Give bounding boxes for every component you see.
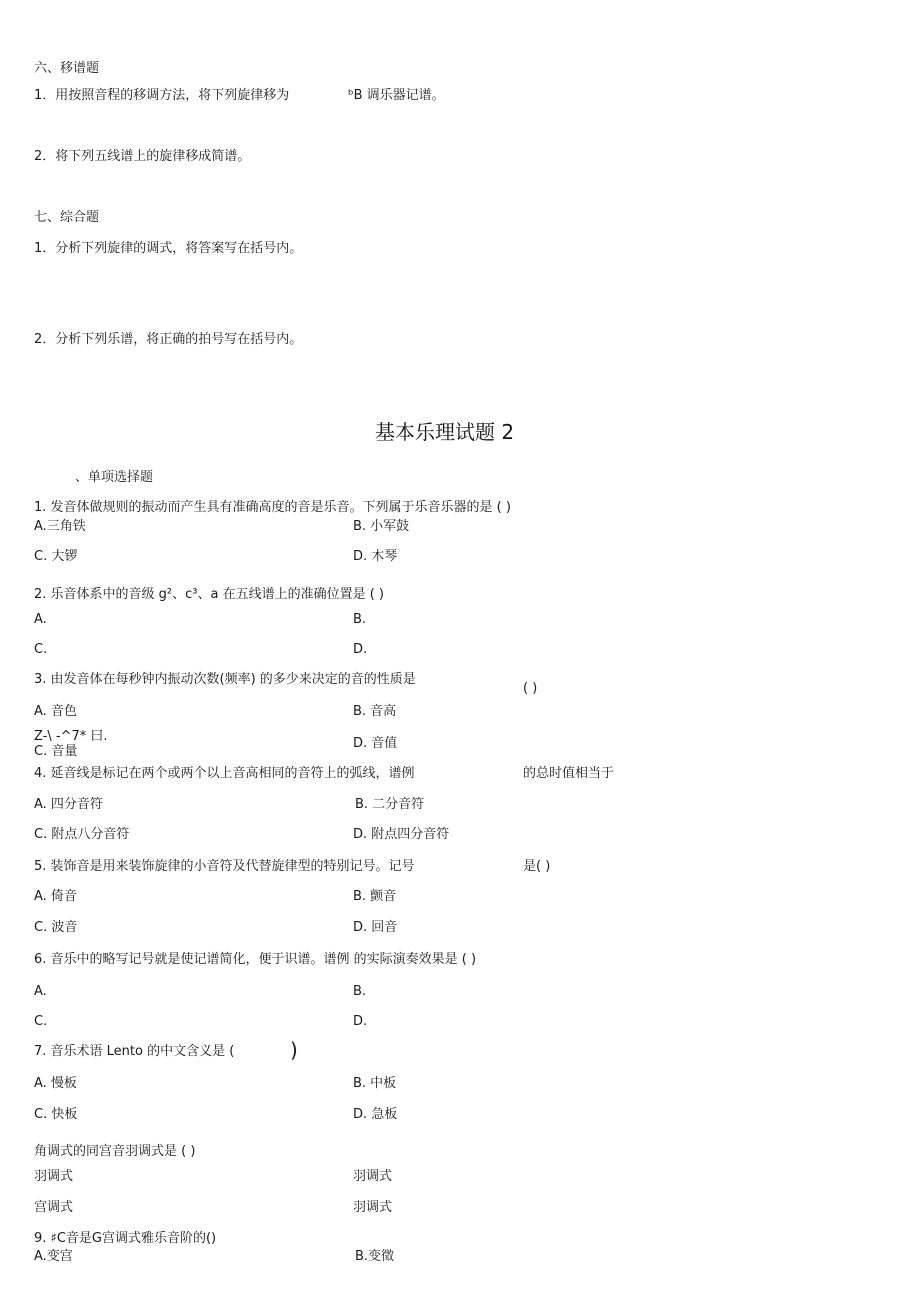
q8-option-d: 羽调式: [353, 1200, 393, 1215]
section-7-heading: 七、综合题: [34, 210, 100, 225]
q4-option-c: C. 附点八分音符: [34, 827, 130, 842]
q1-option-b: B. 小军鼓: [353, 519, 410, 534]
q4-tail: 的总时值相当于: [523, 766, 615, 781]
q7-option-d: D. 急板: [353, 1107, 398, 1122]
q2-stem: 2. 乐音体系中的音级 g²、c³、a 在五线谱上的准确位置是 ( ): [34, 587, 384, 602]
q9-option-b: B.变徵: [355, 1249, 395, 1264]
q7-stem: 7. 音乐术语 Lento 的中文含义是 (: [34, 1044, 235, 1059]
q1-option-d: D. 木琴: [353, 549, 398, 564]
q4-option-a: A. 四分音符: [34, 797, 103, 812]
q5-tail: 是( ): [523, 859, 551, 874]
section-7-q1: 1．分析下列旋律的调式，将答案写在括号内。: [34, 241, 303, 256]
q2-option-a: A.: [34, 612, 47, 627]
q7-option-c: C. 快板: [34, 1107, 78, 1122]
q4-option-b: B. 二分音符: [355, 797, 425, 812]
q7-option-b: B. 中板: [353, 1076, 397, 1091]
q8-stem: 角调式的同宫音羽调式是 ( ): [34, 1144, 196, 1159]
q2-option-c: C.: [34, 642, 48, 657]
q5-option-a: A. 倚音: [34, 889, 77, 904]
q4-stem: 4. 延音线是标记在两个或两个以上音高相同的音符上的弧线，谱例: [34, 766, 415, 781]
q8-option-a: 羽调式: [34, 1169, 74, 1184]
q6-option-a: A.: [34, 984, 47, 999]
part-1-heading: 、单项选择题: [75, 470, 154, 485]
q3-stem: 3. 由发音体在每秒钟内振动次数(频率) 的多少来决定的音的性质是: [34, 672, 416, 687]
q9-stem: 9. ♯C音是G宫调式雅乐音阶的(): [34, 1231, 217, 1246]
q3-option-b: B. 音高: [353, 704, 397, 719]
q6-stem: 6. 音乐中的略写记号就是使记谱简化，便于识谱。谱例 的实际演奏效果是 ( ): [34, 952, 477, 967]
section-6-q1-key: ᵇB 调乐器记谱。: [348, 88, 445, 103]
section-6-q2: 2．将下列五线谱上的旋律移成简谱。: [34, 149, 251, 164]
q4-option-d: D. 附点四分音符: [353, 827, 450, 842]
q1-option-c: C. 大锣: [34, 549, 78, 564]
section-7-q2: 2．分析下列乐谱，将正确的拍号写在括号内。: [34, 332, 303, 347]
q5-option-b: B. 颤音: [353, 889, 397, 904]
section-6-heading: 六、移谱题: [34, 61, 100, 76]
q1-option-a: A.三角铁: [34, 519, 86, 534]
q5-option-d: D. 回音: [353, 920, 398, 935]
q3-option-c: C. 音量: [34, 744, 78, 759]
q8-option-c: 宫调式: [34, 1200, 74, 1215]
q8-option-b: 羽调式: [353, 1169, 393, 1184]
q5-stem: 5. 装饰音是用来装饰旋律的小音符及代替旋律型的特别记号。记号: [34, 859, 415, 874]
q7-option-a: A. 慢板: [34, 1076, 77, 1091]
q3-option-a: A. 音色: [34, 704, 77, 719]
exam-title: 基本乐理试题 2: [375, 420, 515, 444]
q3-scan-artifact: Z-\ -^7* 曰.: [34, 729, 108, 744]
q6-option-c: C.: [34, 1014, 48, 1029]
section-6-q1: 1．用按照音程的移调方法，将下列旋律移为: [34, 88, 290, 103]
q9-option-a: A.变宫: [34, 1249, 73, 1264]
q2-option-b: B.: [353, 612, 367, 627]
q3-option-d: D. 音值: [353, 736, 398, 751]
q5-option-c: C. 波音: [34, 920, 78, 935]
q6-option-b: B.: [353, 984, 367, 999]
q7-close-paren: ): [290, 1038, 298, 1062]
q6-option-d: D.: [353, 1014, 368, 1029]
q3-paren: ( ): [523, 681, 538, 696]
q1-stem: 1. 发音体做规则的振动而产生具有准确高度的音是乐音。下列属于乐音乐器的是 ( ): [34, 500, 511, 515]
q2-option-d: D.: [353, 642, 368, 657]
